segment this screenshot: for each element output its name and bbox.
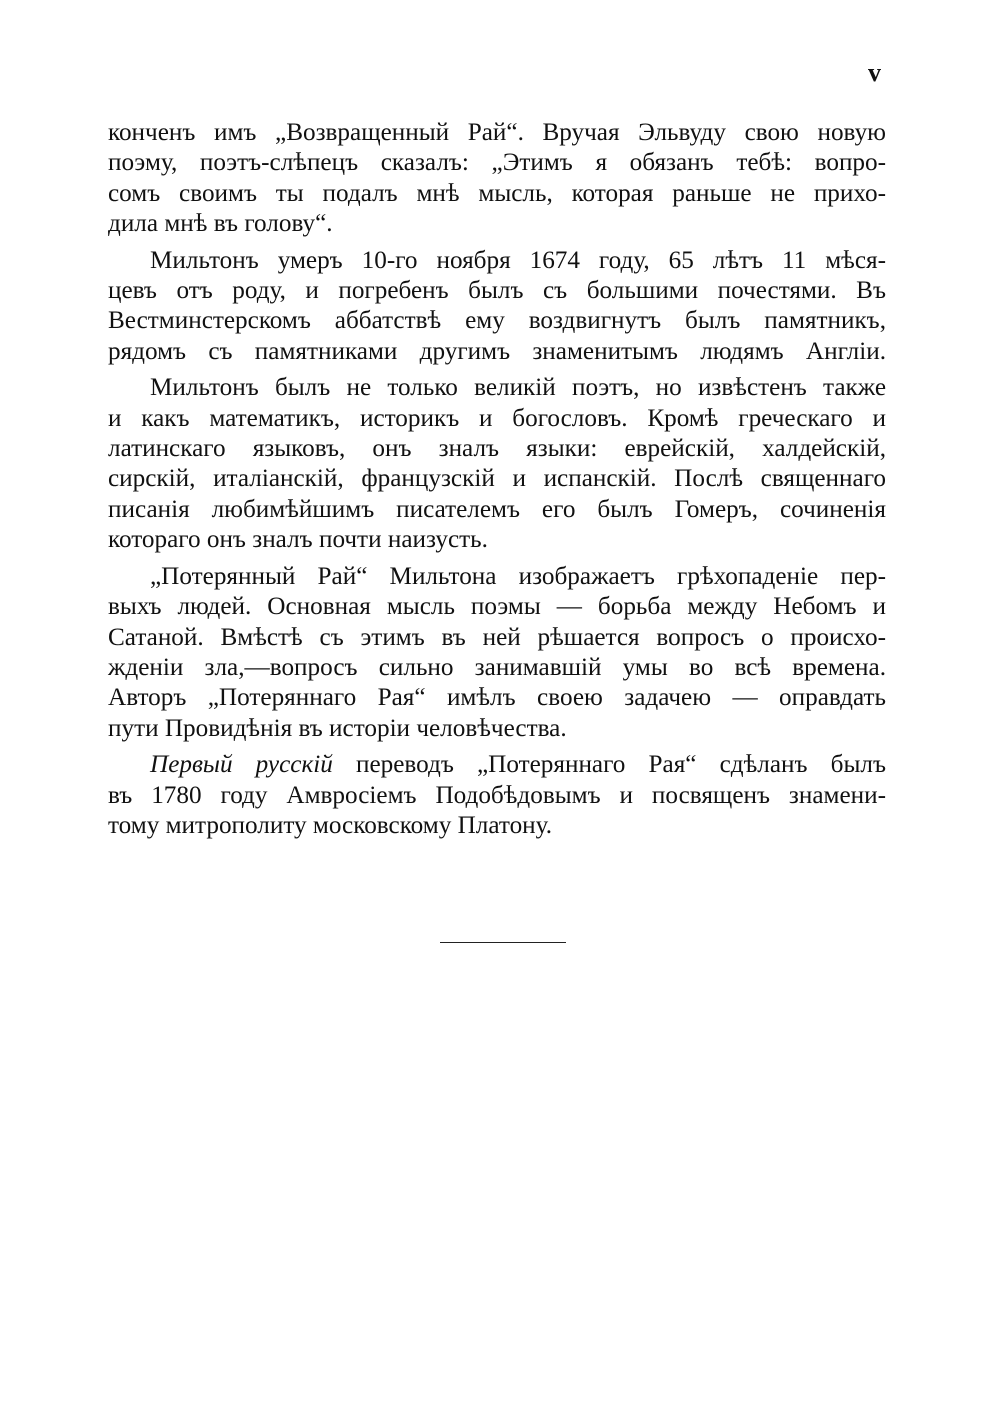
- paragraph-2: [108, 246, 886, 368]
- body-text: [108, 118, 886, 847]
- text-line: дила мнѣ въ голову“.: [108, 210, 333, 238]
- text-line: писанія любимѣйшимъ писателемъ его былъ Гомеръ, сочиненія: [108, 495, 886, 523]
- text-line: Мильтонъ умеръ 10-го ноября 1674 году, 65 лѣтъ 11 мѣся-: [150, 246, 886, 274]
- text-line-rest: переводъ „Потеряннаго Рая“ сдѣланъ былъ: [332, 751, 886, 779]
- text-line: тому митрополиту московскому Платону.: [108, 811, 553, 839]
- text-line: Вестминстерскомъ аббатствѣ ему воздвигнутъ былъ памятникъ,: [108, 307, 886, 335]
- text-line: сомъ своимъ ты подалъ мнѣ мысль, которая раньше не прихо-: [108, 179, 886, 207]
- text-line: Мильтонъ былъ не только великій поэтъ, но извѣстенъ также: [150, 374, 886, 402]
- text-line: сирскій, италіанскій, французскій и испанскій. Послѣ священнаго: [108, 465, 886, 493]
- text-line: Сатаной. Вмѣстѣ съ этимъ въ ней рѣшается вопросъ о происхо-: [108, 623, 886, 651]
- text-line-with-italic-lead: [108, 750, 886, 780]
- text-line: цевъ отъ роду, и погребенъ былъ съ большими почестями. Въ: [108, 277, 886, 305]
- text-line: конченъ имъ „Возвращенный Рай“. Вручая Эльвуду свою новую: [108, 119, 886, 146]
- text-line: выхъ людей. Основная мысль поэмы — борьба между Небомъ и: [108, 593, 886, 621]
- text-line: поэму, поэтъ-слѣпецъ сказалъ: „Этимъ я обязанъ тебѣ: вопро-: [108, 149, 886, 177]
- text-line: котораго онъ зналъ почти наизусть.: [108, 526, 488, 554]
- page-number: v: [868, 58, 881, 87]
- paragraph-3: [108, 373, 886, 555]
- text-line: рядомъ съ памятниками другимъ знаменитымъ людямъ Англіи.: [108, 337, 886, 365]
- text-line: „Потерянный Рай“ Мильтона изображаетъ грѣхопаденіе пер-: [150, 562, 886, 590]
- section-divider: [440, 942, 566, 943]
- paragraph-5: [108, 750, 886, 841]
- text-line: Авторъ „Потеряннаго Рая“ имѣлъ своею задачею — оправдать: [108, 684, 886, 712]
- text-line: жденіи зла,—вопросъ сильно занимавшій умы во всѣ времена.: [108, 653, 886, 681]
- italic-lead: Первый русскій: [150, 751, 333, 779]
- paragraph-4: [108, 562, 886, 744]
- text-line: латинскаго языковъ, онъ зналъ языки: еврейскій, халдейскій,: [108, 435, 886, 463]
- paragraph-1: [108, 118, 886, 240]
- text-line: въ 1780 году Амвросіемъ Подобѣдовымъ и посвященъ знамени-: [108, 781, 886, 809]
- text-line: и какъ математикъ, историкъ и богословъ. Кромѣ греческаго и: [108, 404, 886, 432]
- text-line: пути Провидѣнія въ исторіи человѣчества.: [108, 714, 567, 742]
